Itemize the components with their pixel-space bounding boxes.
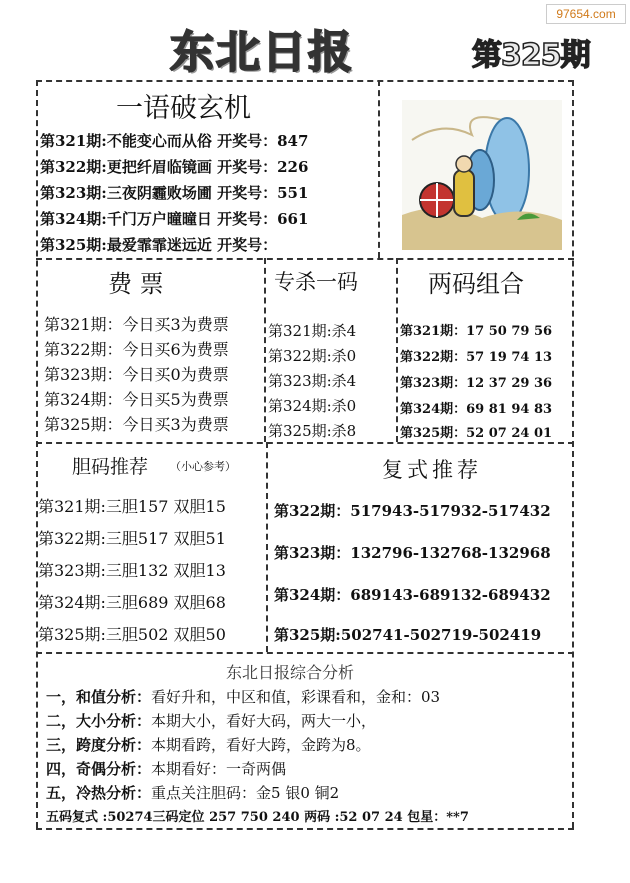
fee-row: 第323期：今日买0为费票 xyxy=(44,365,229,384)
dan-note: （小心参考） xyxy=(170,460,236,473)
divider-riddle xyxy=(378,80,380,258)
compound-row: 第323期：132796-132768-132968 xyxy=(274,544,551,562)
kill-row: 第321期:杀4 xyxy=(268,322,357,340)
two-code-row: 第325期：52 07 24 01 xyxy=(400,426,553,441)
frame-right xyxy=(572,80,574,828)
fee-row: 第324期：今日买5为费票 xyxy=(44,390,229,409)
divider-dan xyxy=(266,442,268,652)
fee-row: 第322期：今日买6为费票 xyxy=(44,340,229,359)
kill-title: 专杀一码 xyxy=(274,270,358,294)
analysis-row xyxy=(46,782,339,803)
analysis-text: 本期看跨，看好大跨，金跨为8。 xyxy=(151,736,371,754)
analysis-row xyxy=(46,734,371,755)
compound-row: 第322期：517943-517932-517432 xyxy=(274,502,551,520)
compound-row: 第325期:502741-502719-502419 xyxy=(274,626,542,644)
frame-top xyxy=(36,80,574,82)
newspaper-title: 东北日报 xyxy=(170,27,354,78)
analysis-row xyxy=(46,758,286,779)
frame-left xyxy=(36,80,38,828)
compound-row: 第324期：689143-689132-689432 xyxy=(274,586,551,604)
analysis-row xyxy=(46,710,376,731)
riddle-row: 第324期:千门万户曈曈日 开奖号：661 xyxy=(40,210,309,228)
analysis-label: 三，跨度分析： xyxy=(46,736,152,754)
analysis-label: 二，大小分析： xyxy=(46,712,152,730)
cartoon-illustration xyxy=(402,100,562,250)
divider-fee xyxy=(264,258,266,442)
dan-row: 第322期:三胆517 双胆51 xyxy=(38,529,226,548)
riddle-title: 一语破玄机 xyxy=(116,93,251,124)
fee-row: 第325期：今日买3为费票 xyxy=(44,415,229,434)
issue-number: 第325期 xyxy=(472,38,590,73)
analysis-title: 东北日报综合分析 xyxy=(226,663,355,682)
analysis-row xyxy=(46,686,440,707)
kill-row: 第322期:杀0 xyxy=(268,347,357,365)
two-code-title: 两码组合 xyxy=(428,270,524,298)
dan-row: 第321期:三胆157 双胆15 xyxy=(38,497,226,516)
lottery-sheet xyxy=(36,80,574,828)
analysis-bottom-line: 五码复式 :50274三码定位 257 750 240 两码 :52 07 24 包星：**7 xyxy=(46,810,469,825)
fee-row: 第321期：今日买3为费票 xyxy=(44,315,229,334)
dan-row: 第325期:三胆502 双胆50 xyxy=(38,625,226,644)
kill-row: 第323期:杀4 xyxy=(268,372,357,390)
two-code-row: 第321期：17 50 79 56 xyxy=(400,324,553,339)
frame-bottom xyxy=(36,828,574,830)
riddle-row: 第323期:三夜阴霾败场圃 开奖号：551 xyxy=(40,184,309,202)
kill-row: 第325期:杀8 xyxy=(268,422,357,440)
divider-kill xyxy=(396,258,398,442)
site-watermark[interactable]: 97654.com xyxy=(546,4,626,24)
divider-1 xyxy=(36,258,574,260)
two-code-row: 第323期：12 37 29 36 xyxy=(400,376,553,391)
divider-2 xyxy=(36,442,574,444)
analysis-text: 本期看好：一奇两偶 xyxy=(151,760,287,778)
analysis-label: 一，和值分析： xyxy=(46,688,152,706)
fee-title: 费 票 xyxy=(108,270,164,298)
two-code-row: 第324期：69 81 94 83 xyxy=(400,402,553,417)
divider-3 xyxy=(36,652,574,654)
riddle-row: 第321期:不能变心而从俗 开奖号：847 xyxy=(40,132,309,150)
dan-row: 第323期:三胆132 双胆13 xyxy=(38,561,226,580)
riddle-row: 第325期:最爱霏霏迷远近 开奖号： xyxy=(40,236,278,254)
analysis-label: 五，冷热分析： xyxy=(46,784,152,802)
kill-row: 第324期:杀0 xyxy=(268,397,357,415)
analysis-label: 四，奇偶分析： xyxy=(46,760,152,778)
compound-title: 复式推荐 xyxy=(382,458,482,482)
analysis-text: 重点关注胆码：金5 银0 铜2 xyxy=(151,784,340,802)
two-code-row: 第322期：57 19 74 13 xyxy=(400,350,553,365)
analysis-text: 本期大小，看好大码，两大一小， xyxy=(151,712,377,730)
riddle-row: 第322期:更把纤眉临镜画 开奖号：226 xyxy=(40,158,309,176)
dan-row: 第324期:三胆689 双胆68 xyxy=(38,593,226,612)
analysis-text: 看好升和，中区和值，彩课看和，金和：03 xyxy=(151,688,441,706)
dan-title: 胆码推荐 xyxy=(72,456,149,478)
